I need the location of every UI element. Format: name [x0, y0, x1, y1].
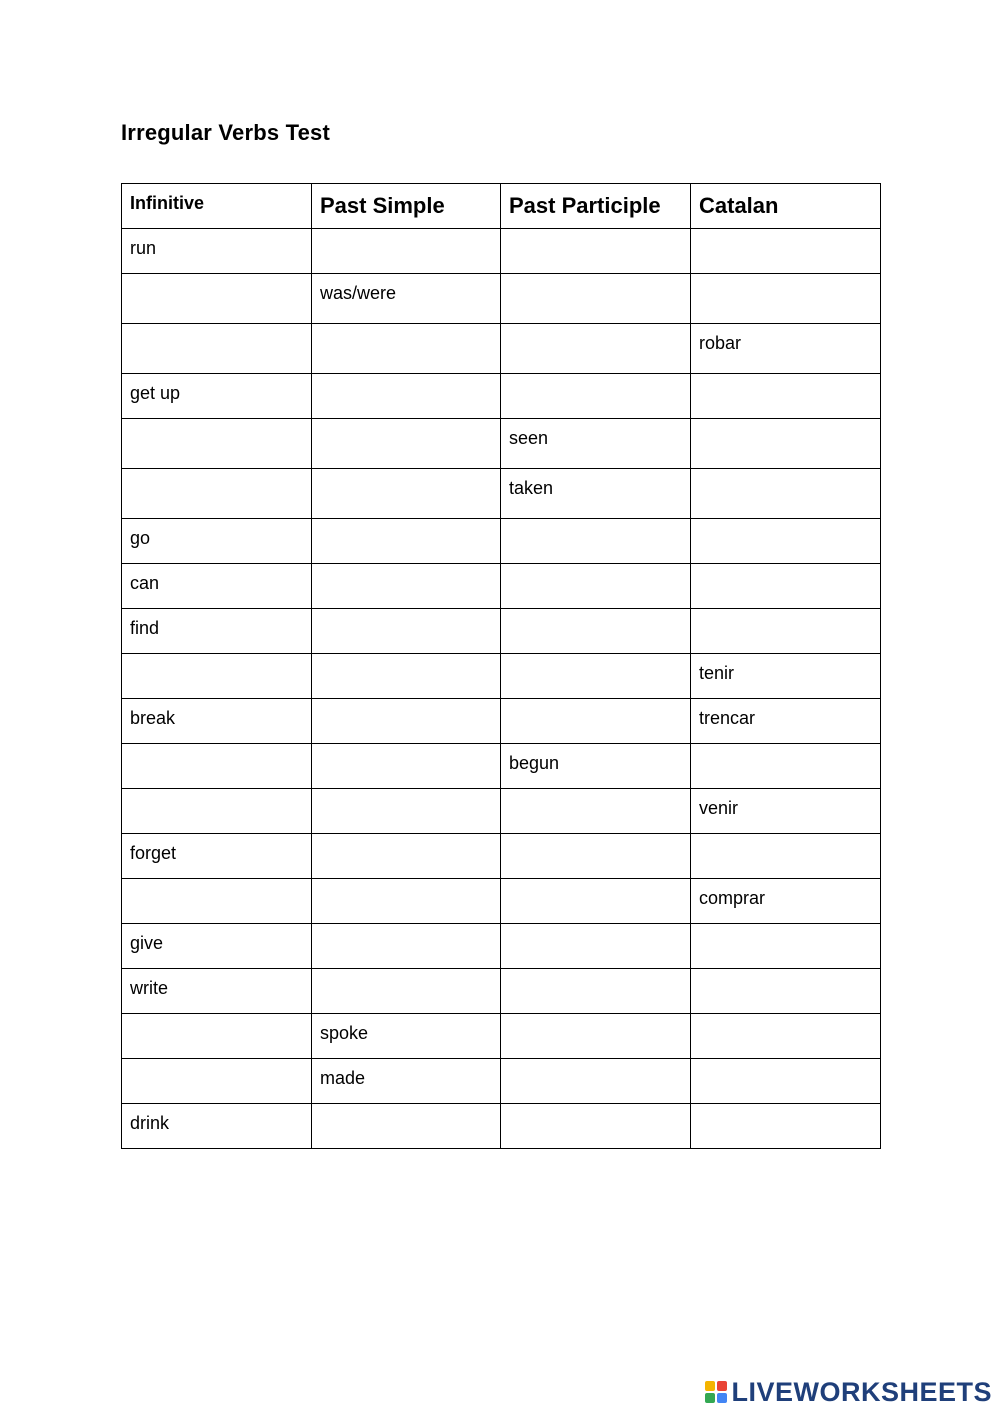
cell-catalan[interactable] — [691, 564, 881, 609]
verbs-table — [121, 183, 881, 1149]
cell-past-simple[interactable] — [312, 564, 501, 609]
cell-past-participle[interactable] — [501, 374, 691, 419]
cell-past-participle[interactable] — [501, 924, 691, 969]
header-past-participle: Past Participle — [501, 184, 691, 229]
table-header-row — [122, 184, 881, 229]
cell-past-simple[interactable] — [312, 469, 501, 519]
cell-catalan[interactable] — [691, 1014, 881, 1059]
cell-past-simple[interactable] — [312, 744, 501, 789]
cell-past-participle[interactable] — [501, 879, 691, 924]
cell-infinitive: get up — [122, 374, 312, 419]
cell-past-simple[interactable] — [312, 834, 501, 879]
cell-past-simple[interactable] — [312, 519, 501, 564]
table-row — [122, 879, 881, 924]
cell-past-simple: was/were — [312, 274, 501, 324]
cell-infinitive: give — [122, 924, 312, 969]
cell-infinitive[interactable] — [122, 1014, 312, 1059]
cell-infinitive[interactable] — [122, 469, 312, 519]
cell-catalan[interactable] — [691, 1104, 881, 1149]
cell-infinitive: write — [122, 969, 312, 1014]
logo-square-green — [705, 1393, 715, 1403]
header-catalan: Catalan — [691, 184, 881, 229]
cell-infinitive[interactable] — [122, 1059, 312, 1104]
cell-catalan: tenir — [691, 654, 881, 699]
cell-past-participle[interactable] — [501, 564, 691, 609]
cell-catalan[interactable] — [691, 374, 881, 419]
cell-infinitive[interactable] — [122, 654, 312, 699]
table-row — [122, 699, 881, 744]
table-row — [122, 1014, 881, 1059]
cell-past-participle[interactable] — [501, 654, 691, 699]
header-past-simple: Past Simple — [312, 184, 501, 229]
cell-catalan[interactable] — [691, 274, 881, 324]
cell-infinitive[interactable] — [122, 274, 312, 324]
cell-catalan[interactable] — [691, 834, 881, 879]
cell-past-participle: taken — [501, 469, 691, 519]
cell-infinitive[interactable] — [122, 324, 312, 374]
cell-infinitive[interactable] — [122, 419, 312, 469]
table-body — [122, 229, 881, 1149]
cell-catalan[interactable] — [691, 609, 881, 654]
table-row — [122, 519, 881, 564]
table-row — [122, 1104, 881, 1149]
cell-infinitive[interactable] — [122, 879, 312, 924]
cell-past-simple[interactable] — [312, 419, 501, 469]
cell-past-simple[interactable] — [312, 879, 501, 924]
table-row — [122, 374, 881, 419]
cell-past-simple[interactable] — [312, 654, 501, 699]
table-row — [122, 1059, 881, 1104]
cell-past-participle: begun — [501, 744, 691, 789]
cell-catalan: trencar — [691, 699, 881, 744]
table-row — [122, 419, 881, 469]
cell-past-simple[interactable] — [312, 924, 501, 969]
cell-past-participle[interactable] — [501, 274, 691, 324]
table-row — [122, 654, 881, 699]
cell-past-participle[interactable] — [501, 519, 691, 564]
cell-past-simple[interactable] — [312, 229, 501, 274]
cell-catalan: comprar — [691, 879, 881, 924]
cell-catalan[interactable] — [691, 419, 881, 469]
cell-past-simple[interactable] — [312, 789, 501, 834]
cell-infinitive: break — [122, 699, 312, 744]
cell-catalan[interactable] — [691, 924, 881, 969]
cell-catalan[interactable] — [691, 744, 881, 789]
cell-past-simple[interactable] — [312, 324, 501, 374]
cell-past-participle[interactable] — [501, 969, 691, 1014]
header-infinitive: Infinitive — [122, 184, 312, 229]
cell-infinitive: go — [122, 519, 312, 564]
table-row — [122, 274, 881, 324]
cell-infinitive[interactable] — [122, 789, 312, 834]
table-row — [122, 969, 881, 1014]
logo-square-blue — [717, 1393, 727, 1403]
table-row — [122, 744, 881, 789]
table-row — [122, 229, 881, 274]
cell-infinitive: forget — [122, 834, 312, 879]
cell-past-participle[interactable] — [501, 609, 691, 654]
cell-infinitive[interactable] — [122, 744, 312, 789]
cell-infinitive: find — [122, 609, 312, 654]
cell-catalan[interactable] — [691, 969, 881, 1014]
table-row — [122, 924, 881, 969]
cell-infinitive: drink — [122, 1104, 312, 1149]
table-row — [122, 469, 881, 519]
cell-past-participle[interactable] — [501, 1104, 691, 1149]
table-row — [122, 834, 881, 879]
logo-text: LIVEWORKSHEETS — [731, 1376, 992, 1407]
liveworksheets-logo — [705, 1376, 992, 1408]
cell-catalan: robar — [691, 324, 881, 374]
table-row — [122, 324, 881, 374]
cell-past-simple[interactable] — [312, 374, 501, 419]
cell-catalan: venir — [691, 789, 881, 834]
cell-past-participle[interactable] — [501, 834, 691, 879]
page-title: Irregular Verbs Test — [121, 120, 331, 145]
table-row — [122, 609, 881, 654]
logo-square-red — [717, 1381, 727, 1391]
cell-catalan[interactable] — [691, 519, 881, 564]
cell-past-simple[interactable] — [312, 609, 501, 654]
cell-past-participle[interactable] — [501, 1014, 691, 1059]
cell-catalan[interactable] — [691, 229, 881, 274]
cell-past-participle[interactable] — [501, 324, 691, 374]
cell-past-simple[interactable] — [312, 699, 501, 744]
logo-square-yellow — [705, 1381, 715, 1391]
cell-past-simple: made — [312, 1059, 501, 1104]
cell-infinitive: run — [122, 229, 312, 274]
table-row — [122, 789, 881, 834]
cell-catalan[interactable] — [691, 1059, 881, 1104]
table-row — [122, 564, 881, 609]
cell-past-participle[interactable] — [501, 789, 691, 834]
cell-past-simple[interactable] — [312, 969, 501, 1014]
cell-past-participle[interactable] — [501, 1059, 691, 1104]
cell-past-simple[interactable] — [312, 1104, 501, 1149]
cell-past-participle[interactable] — [501, 699, 691, 744]
cell-infinitive: can — [122, 564, 312, 609]
cell-past-participle[interactable] — [501, 229, 691, 274]
cell-past-participle: seen — [501, 419, 691, 469]
cell-catalan[interactable] — [691, 469, 881, 519]
logo-grid-icon — [705, 1381, 727, 1403]
cell-past-simple: spoke — [312, 1014, 501, 1059]
